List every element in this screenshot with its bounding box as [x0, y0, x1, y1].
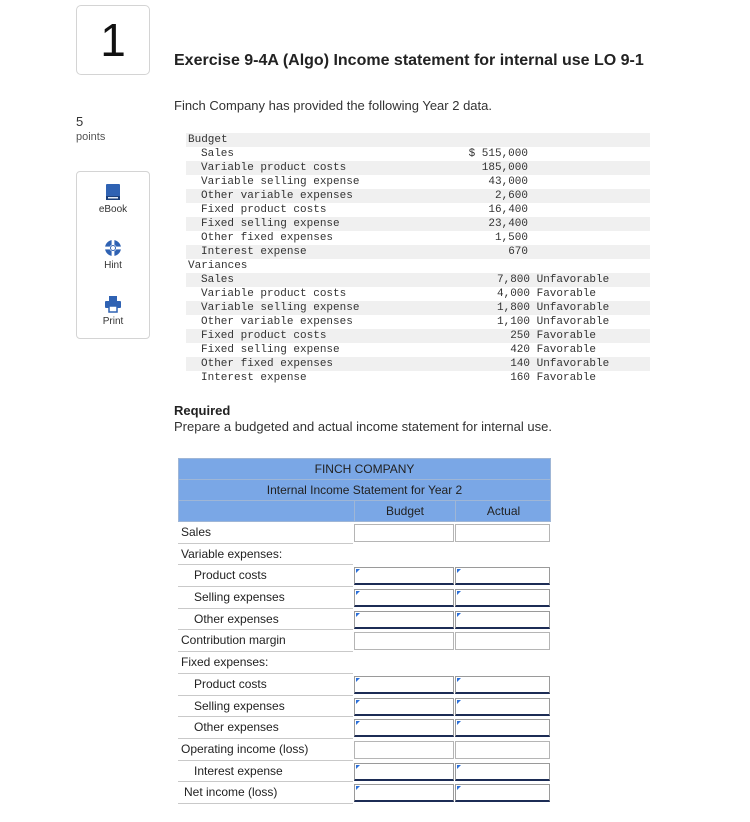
- budget-row: [186, 203, 650, 217]
- row-label: Operating income (loss): [178, 739, 353, 761]
- required-heading: Required: [174, 403, 231, 418]
- ebook-label: eBook: [98, 204, 128, 215]
- budget-row-label: Other fixed expenses: [201, 232, 334, 244]
- budget-row-label: Sales: [201, 148, 235, 160]
- exercise-title: Exercise 9-4A (Algo) Income statement for internal use LO 9-1: [174, 52, 644, 69]
- column-actual: Actual: [486, 504, 521, 518]
- budget-row: [186, 147, 650, 161]
- fixed-selling-expenses-actual-input[interactable]: [455, 698, 550, 716]
- income-statement-worksheet: [178, 458, 551, 804]
- budget-row: [186, 231, 650, 245]
- interest-expense-actual-input[interactable]: [455, 763, 550, 781]
- budget-row-label: Fixed selling expense: [201, 218, 340, 230]
- statement-row-fixed-expenses: [178, 652, 551, 674]
- row-label: Other expenses: [178, 609, 353, 631]
- variance-row: [186, 273, 650, 287]
- fixed-product-costs-actual-input[interactable]: [455, 676, 550, 694]
- variance-row-label: Variable product costs: [201, 288, 347, 300]
- budget-row: [186, 217, 650, 231]
- variances-heading: Variances: [188, 260, 248, 272]
- row-label: Product costs: [178, 674, 353, 696]
- budget-row-value: 2,600: [494, 190, 528, 202]
- variance-row-label: Variable selling expense: [201, 302, 360, 314]
- variance-row: [186, 329, 650, 343]
- fixed-other-expenses-actual-input[interactable]: [455, 719, 550, 737]
- contribution-margin-budget-input[interactable]: [354, 632, 454, 650]
- statement-row-contribution-margin: [178, 630, 551, 652]
- variable-selling-expenses-budget-input[interactable]: [354, 589, 454, 607]
- budget-row-label: Variable product costs: [201, 162, 347, 174]
- row-label: Net income (loss): [178, 782, 353, 804]
- contribution-margin-actual-input[interactable]: [455, 632, 550, 650]
- budget-row-label: Other variable expenses: [201, 190, 353, 202]
- variance-row: [186, 343, 650, 357]
- row-label: Contribution margin: [178, 630, 353, 652]
- variances-heading-row: [186, 259, 650, 273]
- interest-expense-budget-input[interactable]: [354, 763, 454, 781]
- variance-row-value: 4,000 Favorable: [497, 288, 597, 300]
- row-label: Other expenses: [178, 717, 353, 739]
- variance-row: [186, 357, 650, 371]
- budget-row: [186, 245, 650, 259]
- statement-row-sales: [178, 522, 551, 544]
- row-label: Variable expenses:: [178, 544, 353, 566]
- statement-row-variable-product-costs: [178, 565, 551, 587]
- budget-row-value: 23,400: [488, 218, 528, 230]
- operating-income-actual-input[interactable]: [455, 741, 550, 759]
- variance-row-value: 420 Favorable: [497, 344, 597, 356]
- statement-row-fixed-product-costs: [178, 674, 551, 696]
- variable-product-costs-budget-input[interactable]: [354, 567, 454, 585]
- variance-row: [186, 287, 650, 301]
- budget-row-label: Variable selling expense: [201, 176, 360, 188]
- statement-row-variable-selling-expenses: [178, 587, 551, 609]
- hint-button[interactable]: [77, 238, 149, 271]
- row-label: Product costs: [178, 565, 353, 587]
- printer-icon: [103, 294, 123, 314]
- variable-other-expenses-budget-input[interactable]: [354, 611, 454, 629]
- lifebuoy-icon: [103, 238, 123, 258]
- statement-row-variable-other-expenses: [178, 609, 551, 631]
- question-number-box: [76, 5, 150, 75]
- net-income-actual-input[interactable]: [455, 784, 550, 802]
- variable-product-costs-actual-input[interactable]: [455, 567, 550, 585]
- required-text: Prepare a budgeted and actual income statement for internal use.: [174, 419, 552, 434]
- fixed-product-costs-budget-input[interactable]: [354, 676, 454, 694]
- given-data-table: [186, 133, 650, 385]
- budget-row-value: 16,400: [488, 204, 528, 216]
- variable-other-expenses-actual-input[interactable]: [455, 611, 550, 629]
- statement-row-operating-income: [178, 739, 551, 761]
- budget-row-value: 670: [508, 246, 528, 258]
- variance-row-value: 140 Unfavorable: [497, 358, 610, 370]
- statement-row-net-income: [178, 782, 551, 804]
- hint-label: Hint: [104, 260, 122, 271]
- budget-row-value: 43,000: [488, 176, 528, 188]
- variance-row-label: Interest expense: [201, 372, 307, 384]
- statement-title: Internal Income Statement for Year 2: [178, 479, 551, 500]
- row-label: Selling expenses: [178, 587, 353, 609]
- budget-row-label: Interest expense: [201, 246, 307, 258]
- variance-row: [186, 371, 650, 385]
- exercise-intro: Finch Company has provided the following Year 2 data.: [174, 98, 492, 113]
- budget-row: [186, 189, 650, 203]
- tools-panel: [76, 171, 150, 339]
- budget-row-value: 185,000: [481, 162, 528, 174]
- statement-row-fixed-other-expenses: [178, 717, 551, 739]
- variance-row-value: 160 Favorable: [497, 372, 597, 384]
- net-income-budget-input[interactable]: [354, 784, 454, 802]
- variance-row-label: Other variable expenses: [201, 316, 353, 328]
- statement-row-interest-expense: [178, 761, 551, 783]
- row-label: Interest expense: [178, 761, 353, 783]
- budget-row-value: 1,500: [494, 232, 528, 244]
- fixed-selling-expenses-budget-input[interactable]: [354, 698, 454, 716]
- row-label: Sales: [178, 522, 353, 544]
- variance-row-label: Fixed selling expense: [201, 344, 340, 356]
- statement-company: FINCH COMPANY: [178, 458, 551, 479]
- statement-row-fixed-selling-expenses: [178, 696, 551, 718]
- variance-row: [186, 315, 650, 329]
- variance-row-label: Sales: [201, 274, 235, 286]
- variance-row-label: Other fixed expenses: [201, 358, 334, 370]
- variance-row-value: 250 Favorable: [497, 330, 597, 342]
- budget-heading: Budget: [188, 134, 228, 146]
- sales-budget-input[interactable]: [354, 524, 454, 542]
- statement-column-header: [178, 500, 551, 522]
- variance-row: [186, 301, 650, 315]
- variable-selling-expenses-actual-input[interactable]: [455, 589, 550, 607]
- column-budget: Budget: [385, 504, 425, 518]
- points-label: points: [76, 131, 106, 143]
- print-label: Print: [102, 316, 124, 327]
- print-button[interactable]: [77, 294, 149, 327]
- budget-row-label: Fixed product costs: [201, 204, 327, 216]
- fixed-other-expenses-budget-input[interactable]: [354, 719, 454, 737]
- ebook-button[interactable]: [77, 182, 149, 215]
- statement-row-variable-expenses: [178, 544, 551, 566]
- variance-row-value: 7,800 Unfavorable: [497, 274, 610, 286]
- variance-row-label: Fixed product costs: [201, 330, 327, 342]
- operating-income-budget-input[interactable]: [354, 741, 454, 759]
- budget-row: [186, 175, 650, 189]
- sales-actual-input[interactable]: [455, 524, 550, 542]
- budget-heading-row: [186, 133, 650, 147]
- variance-row-value: 1,800 Unfavorable: [497, 302, 610, 314]
- variance-row-value: 1,100 Unfavorable: [497, 316, 610, 328]
- book-icon: [103, 182, 123, 202]
- question-number: 1: [100, 14, 126, 66]
- points-value: 5: [76, 114, 84, 129]
- row-label: Fixed expenses:: [178, 652, 353, 674]
- budget-row: [186, 161, 650, 175]
- row-label: Selling expenses: [178, 696, 353, 718]
- budget-row-value: $ 515,000: [468, 148, 528, 160]
